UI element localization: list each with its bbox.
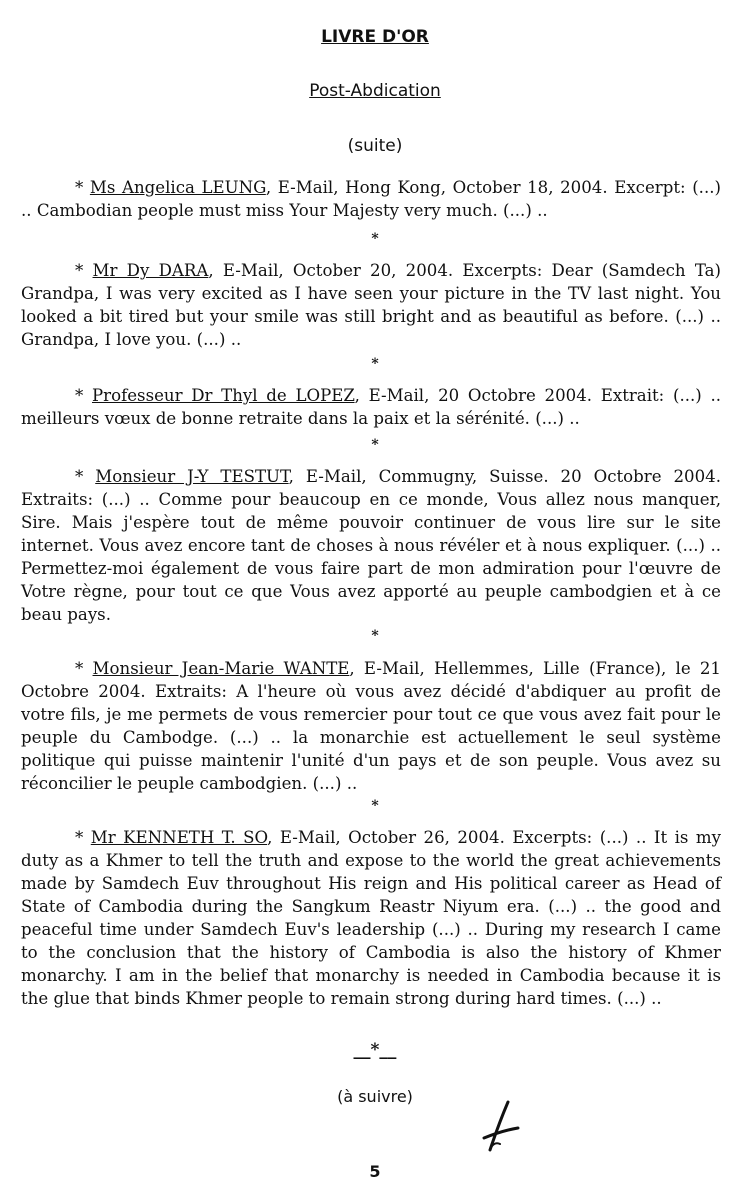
entry-author: Monsieur Jean-Marie WANTE bbox=[92, 659, 350, 678]
page-subtitle: Post-Abdication bbox=[309, 81, 441, 101]
separator-star: * bbox=[371, 231, 379, 247]
entry-author: Mr Dy DARA bbox=[92, 261, 209, 280]
entry-marker: * bbox=[75, 828, 84, 847]
entry-author: Ms Angelica LEUNG bbox=[89, 178, 266, 197]
separator-star: * bbox=[371, 437, 379, 453]
guestbook-entry bbox=[21, 259, 721, 351]
page-number: 5 bbox=[369, 1162, 381, 1181]
separator-star: * bbox=[371, 628, 379, 644]
separator-star: * bbox=[371, 356, 379, 372]
entry-text: , E-Mail, 20 Octobre 2004. Extrait: (...) .. meilleurs vœux de bonne retraite dans la paix et la sérénité. (...) .. bbox=[21, 386, 721, 428]
end-separator: __*__ bbox=[353, 1040, 397, 1060]
handwritten-initial-mark bbox=[478, 1098, 524, 1154]
guestbook-entry bbox=[21, 657, 721, 795]
continuation-note: (suite) bbox=[347, 136, 403, 156]
entry-text: , E-Mail, Hong Kong, October 18, 2004. Excerpt: (...) .. Cambodian people must miss Your Majesty very much. (...) .. bbox=[21, 178, 721, 220]
entry-marker: * bbox=[75, 467, 84, 486]
entry-text: , E-Mail, October 20, 2004. Excerpts: Dear (Samdech Ta) Grandpa, I was very excited as I have seen your picture in the TV last night. You looked a bit tired but your smile was still bright and as beautiful as before. (...) .. Grandpa, I love you. (...) .. bbox=[21, 261, 721, 349]
guestbook-entry bbox=[21, 384, 721, 430]
entry-text: , E-Mail, October 26, 2004. Excerpts: (...) .. It is my duty as a Khmer to tell the truth and expose to the world the great achievements made by Samdech Euv throughout His reign and His political career as Head of State of Cambodia during the Sangkum Reastr Niyum era. (...) .. the good and peaceful time under Samdech Euv's leadership (...) .. During my research I came to the conclusion that the history of Cambodia is also the history of Khmer monarchy. I am in the belief that monarchy is needed in Cambodia because it is the glue that binds Khmer people to remain strong during hard times. (...) .. bbox=[21, 828, 721, 1008]
entry-marker: * bbox=[75, 386, 84, 405]
entry-marker: * bbox=[75, 659, 84, 678]
page-title: LIVRE D'OR bbox=[321, 27, 429, 47]
guestbook-entry bbox=[21, 176, 721, 222]
separator-star: * bbox=[371, 798, 379, 814]
to-be-continued-note: (à suivre) bbox=[337, 1087, 413, 1106]
entry-marker: * bbox=[75, 261, 84, 280]
entry-author: Professeur Dr Thyl de LOPEZ bbox=[92, 386, 355, 405]
entry-marker: * bbox=[75, 178, 84, 197]
entry-author: Mr KENNETH T. SO bbox=[90, 828, 268, 847]
entry-text: , E-Mail, Hellemmes, Lille (France), le 21 Octobre 2004. Extraits: A l'heure où vous avez décidé d'abdiquer au profit de votre fils, je me permets de vous remercier pour tout ce que vous avez fait pour le peuple du Cambodge. (...) .. la monarchie est actuellement le seul système politique qui puisse maintenir l'unité d'un pays et de son peuple. Vous avez su réconcilier le peuple cambodgien. (...) .. bbox=[21, 659, 721, 793]
guestbook-entry bbox=[21, 826, 721, 1010]
guestbook-entry bbox=[21, 465, 721, 626]
entry-text: , E-Mail, Commugny, Suisse. 20 Octobre 2004. Extraits: (...) .. Comme pour beaucoup en ce monde, Vous allez nous manquer, Sire. Mais j'espère tout de même pouvoir continuer de vous lire sur le site internet. Vous avez encore tant de choses à nous révéler et à nous expliquer. (...) .. Permettez-moi également de vous faire part de mon admiration pour l'œuvre de Votre règne, pour tout ce que Vous avez apporté au peuple cambodgien et à ce beau pays. bbox=[21, 467, 721, 624]
entry-author: Monsieur J-Y TESTUT bbox=[95, 467, 289, 486]
